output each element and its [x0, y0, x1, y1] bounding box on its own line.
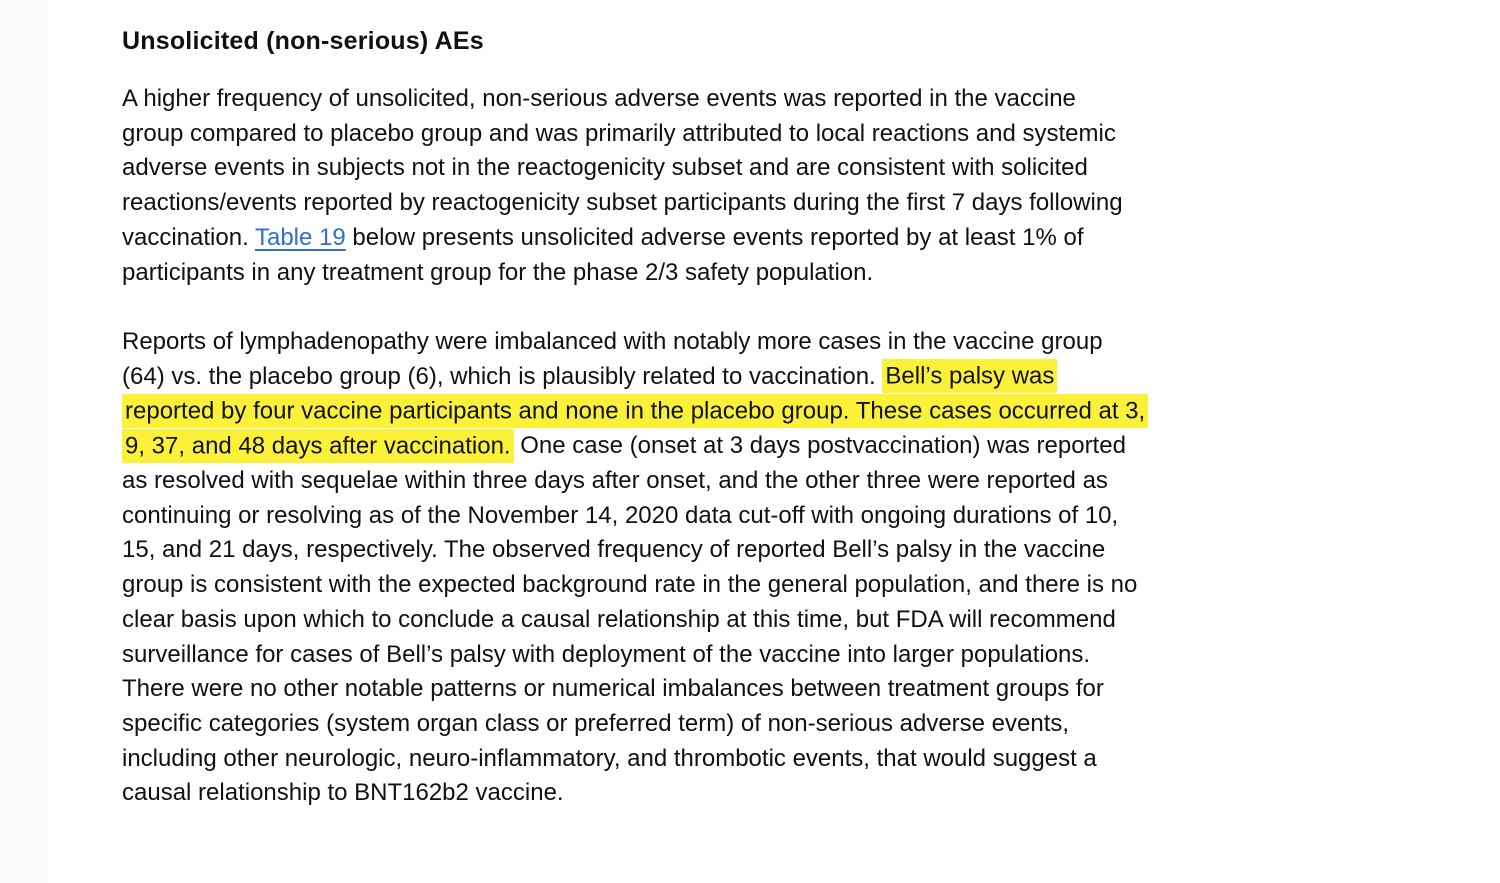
text-run: 15, and 21 days, respectively. The observed frequency of reported Bell’s palsy in the vaccine [122, 536, 1106, 564]
text-line [122, 221, 1467, 256]
text-run: There were no other notable patterns or numerical imbalances between treatment groups for [122, 675, 1104, 703]
text-line [122, 186, 1467, 221]
highlighted-text: Bell’s palsy was [882, 359, 1057, 393]
text-run: continuing or resolving as of the November 14, 2020 data cut-off with ongoing durations of 10, [122, 501, 1119, 529]
text-line [122, 360, 1467, 395]
text-line [122, 499, 1467, 534]
section-heading: Unsolicited (non-serious) AEs [122, 27, 484, 55]
text-run: as resolved with sequelae within three days after onset, and the other three were reported as [122, 467, 1108, 495]
text-run: surveillance for cases of Bell’s palsy with deployment of the vaccine into larger populations. [122, 640, 1091, 668]
text-run: vaccination. [122, 223, 255, 251]
text-line [122, 638, 1467, 673]
text-run: A higher frequency of unsolicited, non-serious adverse events was reported in the vaccine [122, 85, 1076, 112]
text-line [122, 603, 1467, 638]
text-run: Reports of lymphadenopathy were imbalanced with notably more cases in the vaccine group [122, 328, 1103, 356]
text-line [122, 672, 1467, 707]
text-run: participants in any treatment group for the phase 2/3 safety population. [122, 258, 874, 286]
text-line [122, 325, 1467, 360]
text-line [122, 256, 1467, 291]
text-line [122, 464, 1467, 499]
text-run: group compared to placebo group and was primarily attributed to local reactions and systemic [122, 119, 1116, 147]
text-line [122, 151, 1467, 186]
text-line [122, 117, 1467, 152]
table-19-link[interactable]: Table 19 [254, 223, 346, 251]
text-run: One case (onset at 3 days postvaccination) was reported [513, 432, 1126, 460]
text-run: adverse events in subjects not in the reactogenicity subset and are consistent with solicited [122, 154, 1088, 182]
text-line [122, 533, 1467, 568]
page-left-gutter [0, 0, 48, 883]
text-run: clear basis upon which to conclude a causal relationship at this time, but FDA will recommend [122, 605, 1116, 633]
document-page [122, 24, 1467, 811]
highlighted-text: 9, 37, and 48 days after vaccination. [122, 429, 514, 463]
text-line [122, 776, 1467, 811]
text-line [122, 568, 1467, 603]
text-line [122, 429, 1467, 464]
text-line [122, 707, 1467, 742]
text-run: group is consistent with the expected background rate in the general population, and there is no [122, 571, 1138, 599]
text-run: (64) vs. the placebo group (6), which is plausibly related to vaccination. [122, 362, 883, 390]
paragraph-bells-palsy [122, 325, 1467, 811]
text-run: including other neurologic, neuro-inflammatory, and thrombotic events, that would suggest a [122, 744, 1097, 772]
text-line [122, 395, 1467, 430]
text-line [122, 82, 1467, 117]
text-run: specific categories (system organ class or preferred term) of non-serious adverse events, [122, 709, 1070, 737]
highlighted-text: reported by four vaccine participants and none in the placebo group. These cases occurred at 3, [122, 394, 1148, 428]
text-run: below presents unsolicited adverse events reported by at least 1% of [345, 223, 1084, 251]
text-run: reactions/events reported by reactogenicity subset participants during the first 7 days following [122, 189, 1123, 217]
text-run: causal relationship to BNT162b2 vaccine. [122, 779, 564, 807]
paragraph-intro [122, 82, 1467, 290]
text-line [122, 742, 1467, 777]
